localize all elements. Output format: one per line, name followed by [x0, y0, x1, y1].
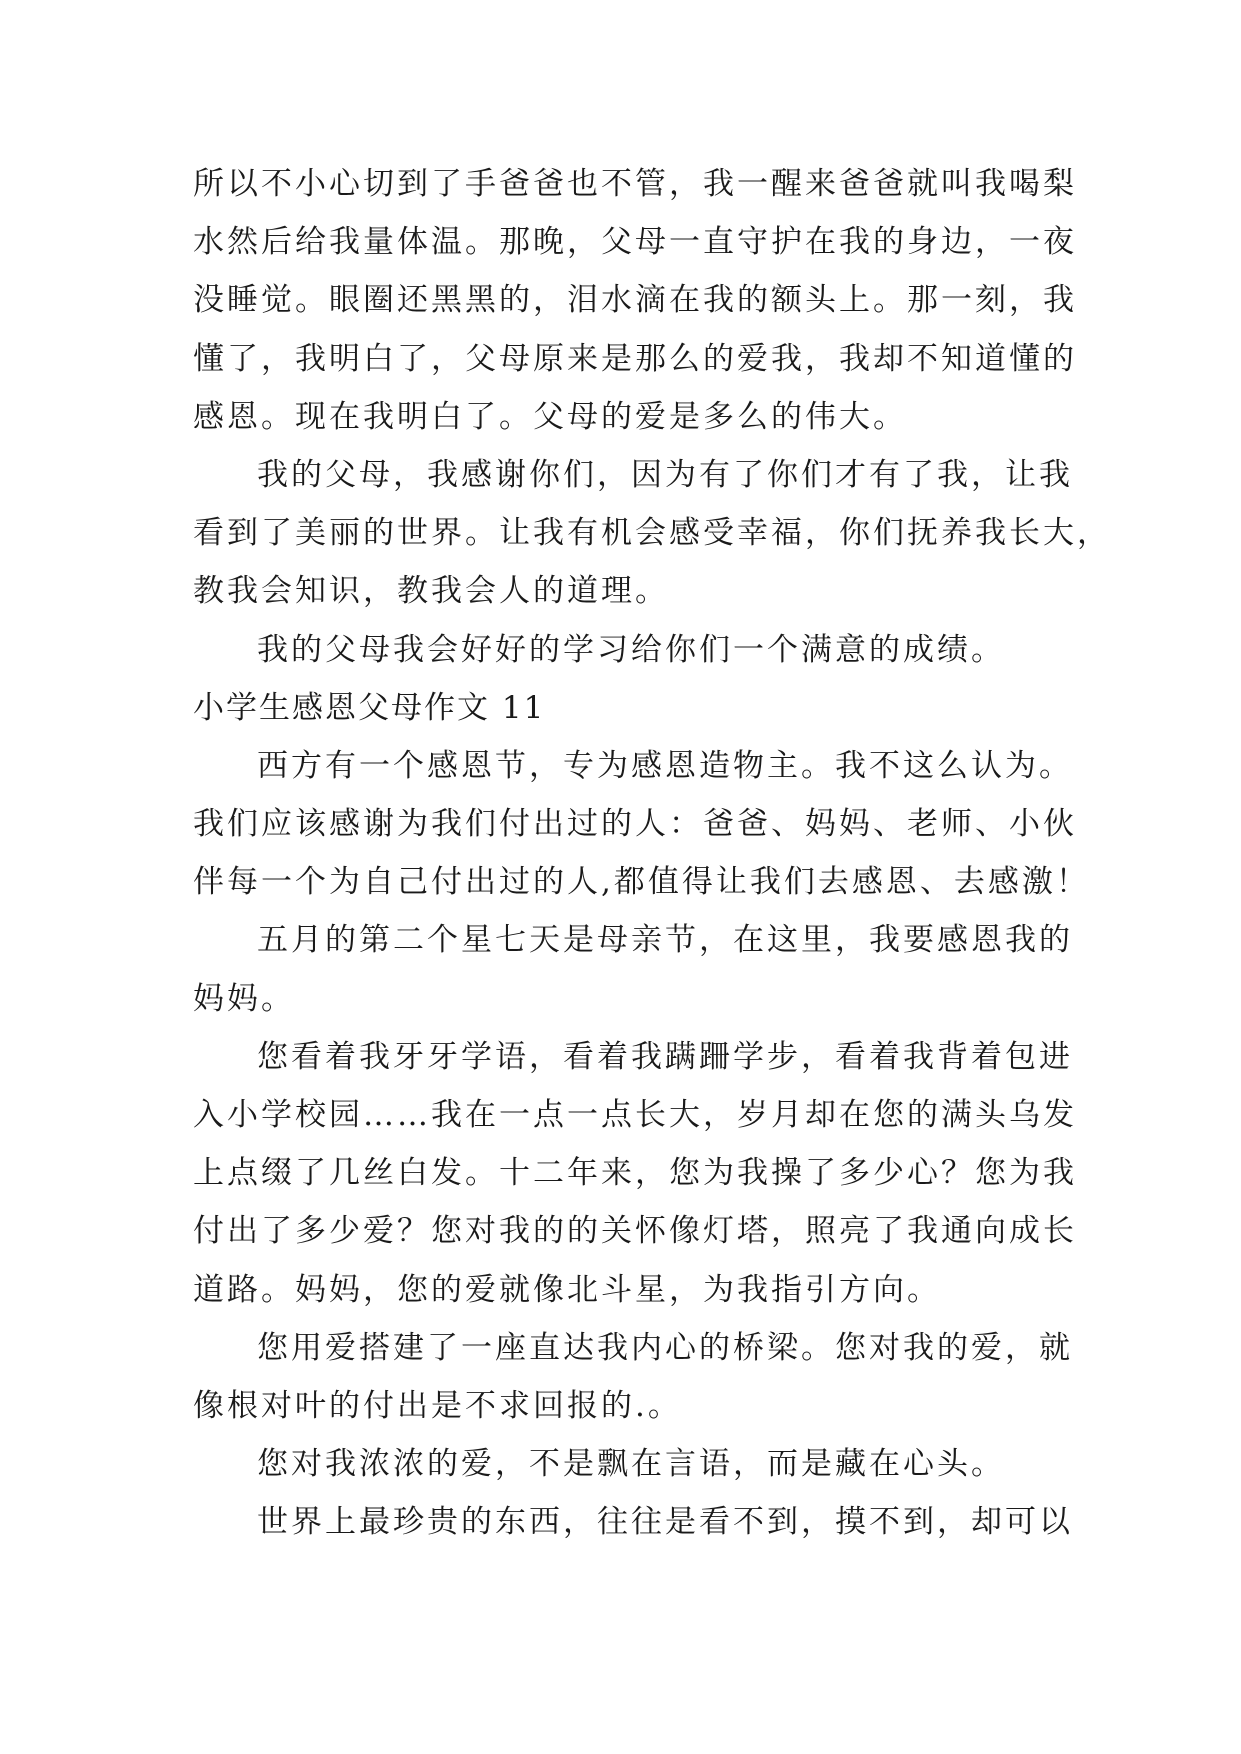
text-line: 付出了多少爱？您对我的的关怀像灯塔，照亮了我通向成长 [193, 1213, 1077, 1250]
text-line: 伴每一个为自己付出过的人,都值得让我们去感恩、去感激！ [193, 864, 1090, 901]
paragraph-start-line: 您用爱搭建了一座直达我内心的桥梁。您对我的爱，就 [257, 1329, 1073, 1366]
paragraph-start-line: 我的父母，我感谢你们，因为有了你们才有了我，让我 [257, 456, 1073, 493]
text-line: 看到了美丽的世界。让我有机会感受幸福，你们抚养我长大， [193, 515, 1111, 552]
paragraph-start-line: 我的父母我会好好的学习给你们一个满意的成绩。 [257, 631, 1005, 668]
text-line: 感恩。现在我明白了。父母的爱是多么的伟大。 [193, 398, 907, 435]
document-body [193, 155, 1111, 1552]
paragraph-start-line: 西方有一个感恩节，专为感恩造物主。我不这么认为。 [257, 747, 1073, 784]
text-line: 像根对叶的付出是不求回报的.。 [193, 1387, 682, 1424]
paragraph-start-line: 世界上最珍贵的东西，往往是看不到，摸不到，却可以 [257, 1504, 1073, 1541]
text-line: 入小学校园……我在一点一点长大，岁月却在您的满头乌发 [193, 1097, 1077, 1133]
section-heading: 小学生感恩父母作文 11 [193, 689, 546, 726]
text-line: 妈妈。 [193, 980, 295, 1017]
text-line: 我们应该感谢为我们付出过的人：爸爸、妈妈、老师、小伙 [193, 806, 1077, 843]
text-line: 道路。妈妈，您的爱就像北斗星，为我指引方向。 [193, 1271, 941, 1308]
text-line: 水然后给我量体温。那晚，父母一直守护在我的身边，一夜 [193, 224, 1077, 261]
paragraph-start-line: 您看着我牙牙学语，看着我蹒跚学步，看着我背着包进 [257, 1038, 1073, 1075]
text-line: 懂了，我明白了，父母原来是那么的爱我，我却不知道懂的 [193, 340, 1077, 377]
text-line: 没睡觉。眼圈还黑黑的，泪水滴在我的额头上。那一刻，我 [193, 282, 1077, 319]
paragraph-start-line: 您对我浓浓的爱，不是飘在言语，而是藏在心头。 [257, 1446, 1005, 1483]
text-line: 所以不小心切到了手爸爸也不管，我一醒来爸爸就叫我喝梨 [193, 166, 1077, 202]
paragraph-start-line: 五月的第二个星七天是母亲节，在这里，我要感恩我的 [257, 922, 1073, 959]
text-line: 上点缀了几丝白发。十二年来，您为我操了多少心？您为我 [193, 1155, 1077, 1192]
text-line: 教我会知识，教我会人的道理。 [193, 573, 669, 610]
